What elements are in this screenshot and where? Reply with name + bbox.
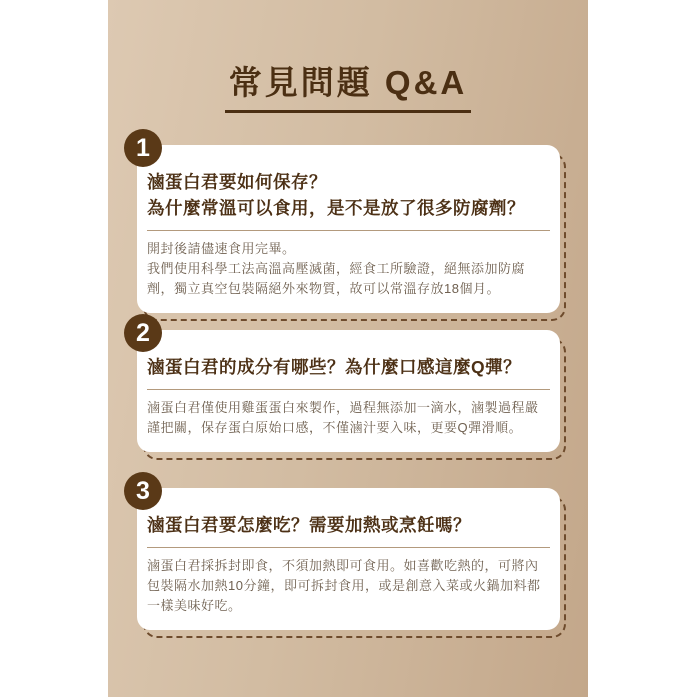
answer-paragraph: 滷蛋白君僅使用雞蛋蛋白來製作，過程無添加一滴水，滷製過程嚴謹把關，保存蛋白原始口感，不僅滷汁要入味，更要Q彈滑順。	[147, 400, 539, 435]
header	[108, 0, 588, 113]
question-divider	[147, 230, 550, 231]
faq-card-2	[136, 318, 560, 452]
answer-paragraph: 滷蛋白君採拆封即食，不須加熱即可食用。如喜歡吃熱的，可將內包裝隔水加熱10分鐘，即可拆封食用，或是創意入菜或火鍋加料都一樣美味好吃。	[147, 558, 541, 613]
question-divider	[147, 547, 550, 548]
question-text-line: 為什麼常溫可以食用，是不是放了很多防腐劑？	[147, 198, 525, 218]
faq-card-3	[136, 476, 560, 630]
question-number-badge: 1	[124, 129, 162, 167]
faq-card-1	[136, 133, 560, 313]
answer-text	[147, 556, 550, 616]
question-number-badge: 2	[124, 314, 162, 352]
answer-text	[147, 239, 550, 299]
page-title: 常見問題 Q&A	[225, 62, 472, 113]
answer-paragraph: 我們使用科學工法高溫高壓滅菌，經食工所驗證，絕無添加防腐劑，獨立真空包裝隔絕外來物質，故可以常溫存放18個月。	[147, 261, 526, 296]
faq-card-body	[136, 133, 560, 313]
background-panel	[108, 0, 588, 697]
faq-card-body	[136, 476, 560, 630]
answer-paragraph: 開封後請儘速食用完畢。	[147, 241, 296, 256]
answer-text	[147, 398, 550, 438]
question-number-badge: 3	[124, 472, 162, 510]
question-text-line: 滷蛋白君要怎麼吃？需要加熱或烹飪嗎？	[147, 515, 471, 535]
question-text-line: 滷蛋白君要如何保存？	[147, 172, 327, 192]
question-text-line: 滷蛋白君的成分有哪些？為什麼口感這麼Q彈？	[147, 357, 522, 377]
question-divider	[147, 389, 550, 390]
faq-card-body	[136, 318, 560, 452]
